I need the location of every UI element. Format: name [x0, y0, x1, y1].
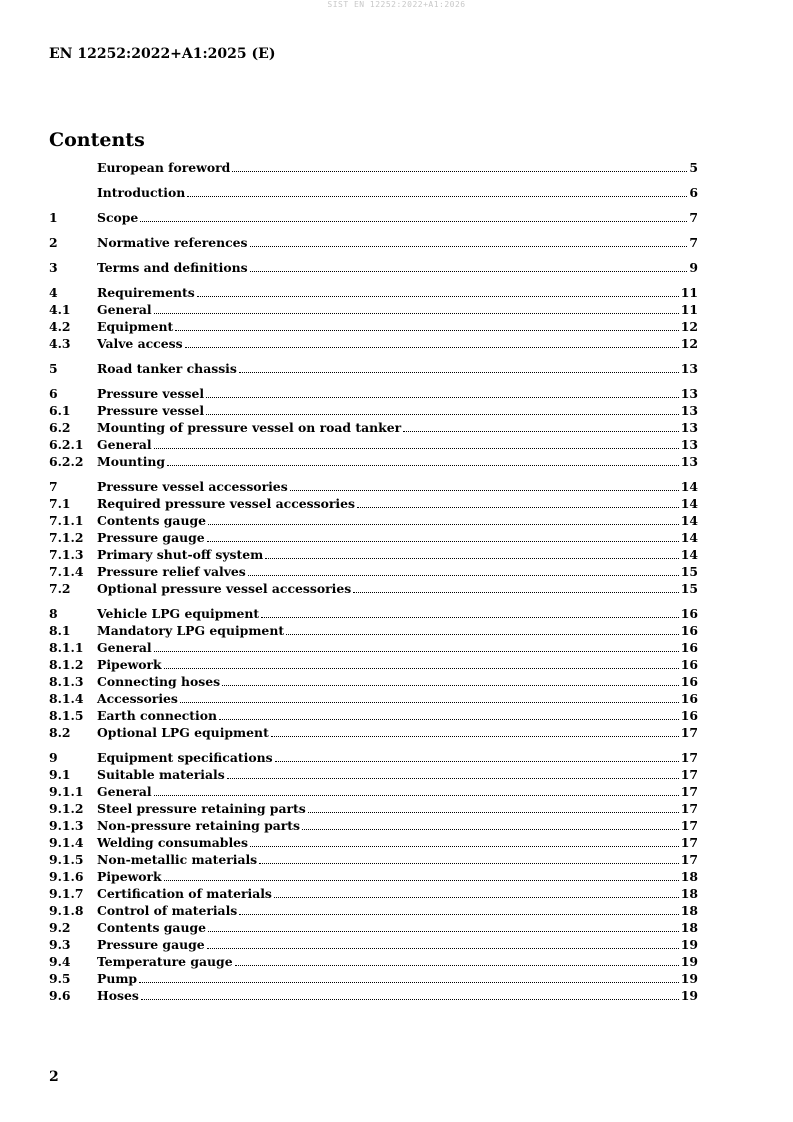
toc-entry-number: 8.1.4: [49, 691, 84, 706]
toc-entry-page: 5: [689, 160, 698, 175]
toc-entry-title: Connecting hoses: [97, 674, 221, 689]
toc-entry-page: 16: [680, 623, 698, 638]
toc-entry[interactable]: [49, 800, 698, 817]
toc-entry-page: 7: [689, 235, 698, 250]
toc-entry[interactable]: [49, 766, 698, 783]
toc-entry-number: 9.1.6: [49, 869, 84, 884]
toc-entry-number: 2: [49, 235, 58, 250]
toc-entry-title: Certification of materials: [97, 886, 272, 901]
toc-dot-leader: [353, 592, 679, 593]
toc-dot-leader: [187, 196, 687, 197]
toc-entry-page: 9: [689, 260, 698, 275]
toc-entry-number: 8.1.3: [49, 674, 84, 689]
toc-entry-page: 17: [680, 818, 698, 833]
toc-entry-page: 17: [680, 767, 698, 782]
toc-entry-title: European foreword: [97, 160, 231, 175]
toc-entry[interactable]: [49, 580, 698, 597]
toc-entry[interactable]: [49, 453, 698, 470]
toc-entry-page: 14: [680, 496, 698, 511]
toc-entry-title: Non-metallic materials: [97, 852, 258, 867]
toc-entry-number: 9.1.4: [49, 835, 84, 850]
toc-entry[interactable]: [49, 851, 698, 868]
toc-dot-leader: [261, 617, 679, 618]
toc-dot-leader: [286, 634, 679, 635]
toc-entry-number: 7.1: [49, 496, 71, 511]
toc-dot-leader: [164, 880, 679, 881]
toc-entry-title: Suitable materials: [97, 767, 225, 782]
toc-entry-number: 5: [49, 361, 58, 376]
toc-entry-title: Equipment specifications: [97, 750, 273, 765]
toc-entry-title: Terms and definitions: [97, 260, 248, 275]
toc-entry-number: 7.1.4: [49, 564, 84, 579]
toc-dot-leader: [235, 965, 679, 966]
toc-entry-page: 12: [680, 319, 698, 334]
toc-entry[interactable]: [49, 402, 698, 419]
toc-entry-page: 16: [680, 691, 698, 706]
toc-entry-page: 14: [680, 479, 698, 494]
toc-entry[interactable]: [49, 335, 698, 352]
toc-entry-page: 11: [680, 285, 698, 300]
toc-entry-title: Mounting of pressure vessel on road tanker: [97, 420, 402, 435]
toc-entry-title: Welding consumables: [97, 835, 249, 850]
toc-entry-title: Contents gauge: [97, 920, 207, 935]
toc-entry-number: 9: [49, 750, 58, 765]
toc-entry-page: 18: [680, 886, 698, 901]
toc-entry-number: 9.1.2: [49, 801, 84, 816]
table-of-contents: [49, 159, 698, 1004]
toc-dot-leader: [250, 846, 679, 847]
toc-entry[interactable]: [49, 919, 698, 936]
toc-entry-page: 18: [680, 920, 698, 935]
toc-dot-leader: [154, 313, 679, 314]
toc-entry-page: 17: [680, 750, 698, 765]
toc-entry[interactable]: [49, 987, 698, 1004]
page-number: 2: [49, 1069, 59, 1085]
toc-entry-title: Normative references: [97, 235, 248, 250]
toc-dot-leader: [154, 795, 679, 796]
toc-entry-title: General: [97, 784, 152, 799]
toc-entry-page: 14: [680, 513, 698, 528]
toc-entry-number: 9.3: [49, 937, 71, 952]
toc-entry[interactable]: [49, 817, 698, 834]
toc-entry[interactable]: [49, 529, 698, 546]
toc-dot-leader: [208, 931, 679, 932]
toc-entry-number: 8.1: [49, 623, 71, 638]
toc-entry[interactable]: [49, 546, 698, 563]
toc-entry-page: 14: [680, 547, 698, 562]
toc-entry-title: Pressure relief valves: [97, 564, 246, 579]
toc-dot-leader: [140, 221, 687, 222]
toc-entry-title: Pipework: [97, 657, 162, 672]
toc-entry[interactable]: [49, 360, 698, 377]
toc-dot-leader: [265, 558, 679, 559]
toc-entry-number: 9.5: [49, 971, 71, 986]
toc-entry-number: 9.1.7: [49, 886, 84, 901]
toc-entry[interactable]: [49, 834, 698, 851]
toc-entry-page: 13: [680, 361, 698, 376]
toc-dot-leader: [154, 448, 679, 449]
toc-entry[interactable]: [49, 159, 698, 176]
toc-entry-number: 9.1: [49, 767, 71, 782]
toc-entry-page: 17: [680, 801, 698, 816]
toc-entry-number: 9.1.3: [49, 818, 84, 833]
toc-entry[interactable]: [49, 563, 698, 580]
toc-entry-page: 17: [680, 784, 698, 799]
toc-entry-title: Pipework: [97, 869, 162, 884]
toc-entry-page: 19: [680, 937, 698, 952]
toc-entry-number: 3: [49, 260, 58, 275]
toc-entry-title: Mounting: [97, 454, 166, 469]
toc-entry-number: 6: [49, 386, 58, 401]
toc-dot-leader: [180, 702, 679, 703]
toc-dot-leader: [219, 719, 679, 720]
toc-entry[interactable]: [49, 495, 698, 512]
toc-entry[interactable]: [49, 656, 698, 673]
toc-entry-title: Pressure vessel: [97, 386, 205, 401]
toc-entry-number: 4.3: [49, 336, 71, 351]
toc-entry-title: Scope: [97, 210, 139, 225]
toc-entry-title: Pump: [97, 971, 138, 986]
toc-entry[interactable]: [49, 749, 698, 766]
toc-entry-title: Pressure gauge: [97, 937, 205, 952]
toc-dot-leader: [208, 524, 679, 525]
toc-entry-title: Temperature gauge: [97, 954, 233, 969]
toc-entry-number: 7.1.3: [49, 547, 84, 562]
toc-entry[interactable]: [49, 419, 698, 436]
toc-entry[interactable]: [49, 936, 698, 953]
toc-entry[interactable]: [49, 301, 698, 318]
toc-dot-leader: [302, 829, 679, 830]
toc-entry-number: 6.2: [49, 420, 71, 435]
toc-entry-page: 13: [680, 420, 698, 435]
toc-entry-number: 6.2.2: [49, 454, 84, 469]
toc-entry-number: 8.2: [49, 725, 71, 740]
toc-entry[interactable]: [49, 259, 698, 276]
toc-entry-number: 9.2: [49, 920, 71, 935]
toc-entry-number: 9.4: [49, 954, 71, 969]
toc-entry-number: 8.1.1: [49, 640, 84, 655]
toc-dot-leader: [154, 651, 679, 652]
toc-entry-title: Optional LPG equipment: [97, 725, 269, 740]
toc-entry[interactable]: [49, 605, 698, 622]
toc-dot-leader: [275, 761, 679, 762]
toc-entry[interactable]: [49, 868, 698, 885]
toc-entry-title: Optional pressure vessel accessories: [97, 581, 352, 596]
toc-dot-leader: [167, 465, 679, 466]
toc-entry[interactable]: [49, 639, 698, 656]
toc-dot-leader: [357, 507, 679, 508]
toc-entry[interactable]: [49, 234, 698, 251]
document-id: EN 12252:2022+A1:2025 (E): [49, 46, 276, 62]
toc-entry-page: 17: [680, 725, 698, 740]
toc-entry-number: 9.6: [49, 988, 71, 1003]
toc-entry-title: Introduction: [97, 185, 186, 200]
toc-dot-leader: [207, 948, 679, 949]
toc-entry-number: 9.1.5: [49, 852, 84, 867]
toc-entry[interactable]: [49, 707, 698, 724]
toc-entry-title: Non-pressure retaining parts: [97, 818, 300, 833]
toc-entry-title: Vehicle LPG equipment: [97, 606, 260, 621]
toc-entry-page: 18: [680, 869, 698, 884]
watermark-text: SIST EN 12252:2022+A1:2026: [327, 0, 466, 9]
toc-entry-title: Earth connection: [97, 708, 218, 723]
toc-entry-number: 4.2: [49, 319, 71, 334]
toc-entry-number: 7.1.2: [49, 530, 84, 545]
toc-entry[interactable]: [49, 512, 698, 529]
toc-entry-title: General: [97, 302, 152, 317]
toc-entry-page: 7: [689, 210, 698, 225]
toc-entry-title: Steel pressure retaining parts: [97, 801, 306, 816]
toc-entry-page: 11: [680, 302, 698, 317]
toc-entry[interactable]: [49, 209, 698, 226]
toc-dot-leader: [274, 897, 679, 898]
toc-entry-title: Control of materials: [97, 903, 238, 918]
toc-entry-number: 6.1: [49, 403, 71, 418]
toc-dot-leader: [206, 414, 679, 415]
toc-entry-page: 12: [680, 336, 698, 351]
toc-entry-title: General: [97, 437, 152, 452]
toc-entry-page: 16: [680, 606, 698, 621]
toc-entry-number: 9.1.1: [49, 784, 84, 799]
toc-entry[interactable]: [49, 436, 698, 453]
toc-entry[interactable]: [49, 902, 698, 919]
toc-dot-leader: [197, 296, 679, 297]
toc-dot-leader: [227, 778, 679, 779]
toc-entry-page: 17: [680, 835, 698, 850]
toc-entry-title: Pressure gauge: [97, 530, 205, 545]
toc-entry-page: 13: [680, 386, 698, 401]
toc-entry[interactable]: [49, 673, 698, 690]
toc-entry-number: 8: [49, 606, 58, 621]
toc-entry[interactable]: [49, 783, 698, 800]
toc-entry-page: 15: [680, 581, 698, 596]
toc-dot-leader: [239, 914, 678, 915]
toc-entry-page: 17: [680, 852, 698, 867]
toc-entry[interactable]: [49, 385, 698, 402]
toc-entry-number: 6.2.1: [49, 437, 84, 452]
toc-entry-number: 4: [49, 285, 58, 300]
toc-dot-leader: [259, 863, 679, 864]
toc-dot-leader: [250, 271, 688, 272]
toc-dot-leader: [185, 347, 679, 348]
toc-entry-number: 9.1.8: [49, 903, 84, 918]
toc-entry-title: Accessories: [97, 691, 178, 706]
toc-entry-title: Contents gauge: [97, 513, 207, 528]
toc-dot-leader: [248, 575, 679, 576]
toc-dot-leader: [271, 736, 679, 737]
toc-entry-page: 13: [680, 403, 698, 418]
toc-entry-title: Equipment: [97, 319, 174, 334]
toc-dot-leader: [222, 685, 679, 686]
toc-dot-leader: [175, 330, 679, 331]
toc-entry-page: 13: [680, 437, 698, 452]
toc-dot-leader: [232, 171, 687, 172]
toc-entry-page: 6: [689, 185, 698, 200]
toc-entry-page: 16: [680, 674, 698, 689]
toc-entry-title: Road tanker chassis: [97, 361, 237, 376]
toc-entry[interactable]: [49, 318, 698, 335]
toc-entry-title: Required pressure vessel accessories: [97, 496, 355, 511]
toc-dot-leader: [403, 431, 679, 432]
toc-entry-number: 8.1.2: [49, 657, 84, 672]
toc-dot-leader: [250, 246, 688, 247]
toc-entry[interactable]: [49, 284, 698, 301]
toc-entry-page: 15: [680, 564, 698, 579]
toc-entry-page: 13: [680, 454, 698, 469]
toc-entry-page: 16: [680, 657, 698, 672]
toc-entry-title: Hoses: [97, 988, 139, 1003]
toc-entry[interactable]: [49, 622, 698, 639]
toc-entry-number: 7: [49, 479, 58, 494]
toc-entry-page: 19: [680, 954, 698, 969]
toc-dot-leader: [206, 397, 679, 398]
toc-entry-page: 14: [680, 530, 698, 545]
toc-dot-leader: [164, 668, 679, 669]
toc-dot-leader: [239, 372, 679, 373]
toc-entry-title: Mandatory LPG equipment: [97, 623, 285, 638]
toc-entry-title: General: [97, 640, 152, 655]
toc-entry[interactable]: [49, 953, 698, 970]
toc-entry[interactable]: [49, 970, 698, 987]
toc-dot-leader: [308, 812, 679, 813]
toc-entry-number: 7.2: [49, 581, 71, 596]
contents-heading: Contents: [49, 129, 145, 151]
toc-entry-title: Valve access: [97, 336, 183, 351]
toc-entry[interactable]: [49, 724, 698, 741]
toc-entry-number: 1: [49, 210, 58, 225]
toc-entry-title: Pressure vessel accessories: [97, 479, 288, 494]
toc-dot-leader: [207, 541, 679, 542]
toc-entry-page: 16: [680, 708, 698, 723]
toc-entry-page: 19: [680, 971, 698, 986]
toc-entry-number: 7.1.1: [49, 513, 84, 528]
toc-entry[interactable]: [49, 690, 698, 707]
toc-entry-page: 16: [680, 640, 698, 655]
toc-entry-number: 4.1: [49, 302, 71, 317]
toc-entry-page: 19: [680, 988, 698, 1003]
toc-entry-page: 18: [680, 903, 698, 918]
toc-entry[interactable]: [49, 184, 698, 201]
toc-entry-title: Pressure vessel: [97, 403, 205, 418]
toc-entry-title: Requirements: [97, 285, 195, 300]
toc-dot-leader: [141, 999, 679, 1000]
toc-entry[interactable]: [49, 885, 698, 902]
toc-entry-title: Primary shut-off system: [97, 547, 264, 562]
toc-dot-leader: [139, 982, 679, 983]
toc-entry[interactable]: [49, 478, 698, 495]
toc-dot-leader: [290, 490, 679, 491]
toc-entry-number: 8.1.5: [49, 708, 84, 723]
